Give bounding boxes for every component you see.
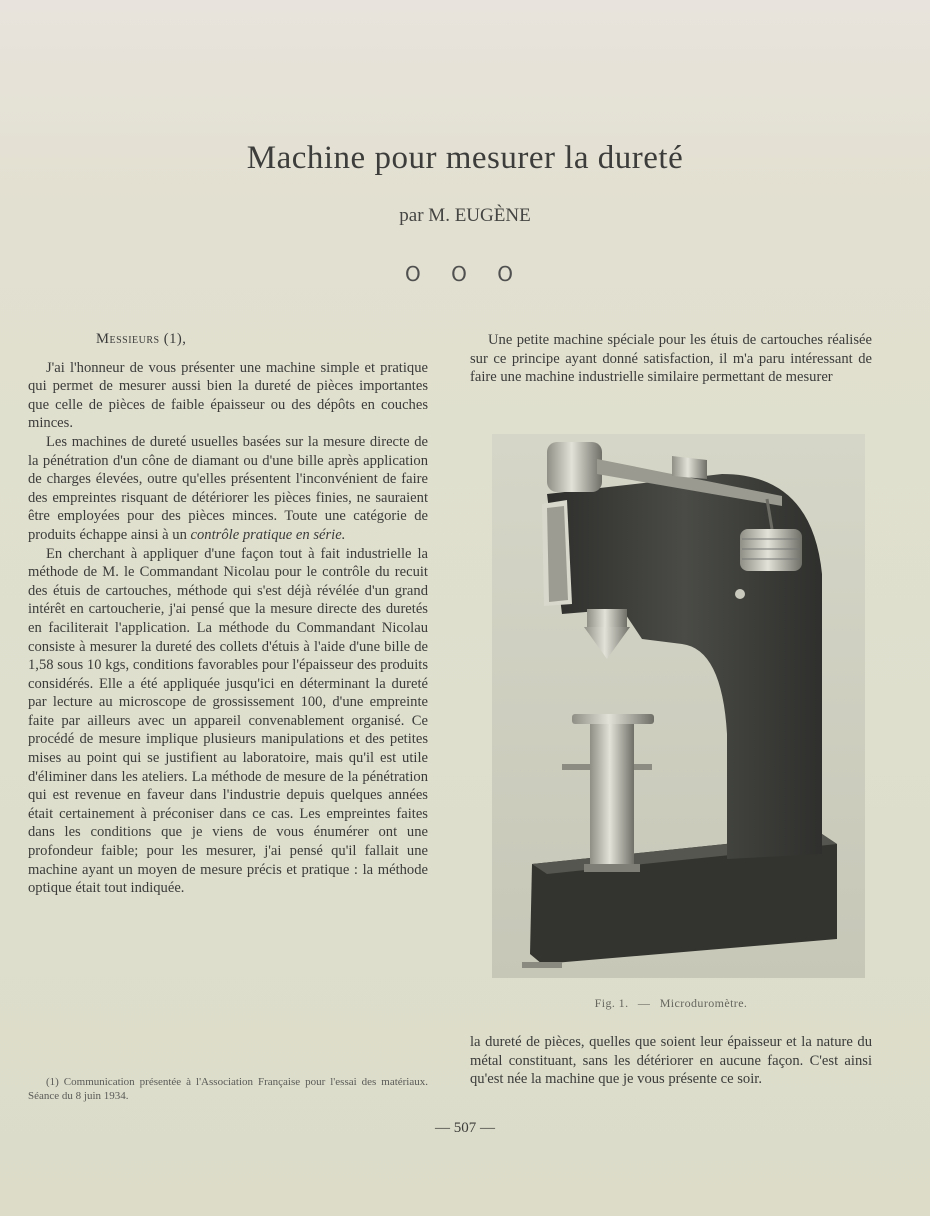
- paragraph-2-text: Les machines de dureté usuelles basées sur la mesure directe de la pénétration d'un cône de diamant ou d'une bille après application de charges élevées, outre qu'elles présentent l'inconvénient de faire des empreintes risquant de détériorer les pièces finies, ne sauraient être employées pour des pièces minces. Toute une catégorie de produits échappe ainsi à un: [28, 433, 428, 543]
- right-column-bottom: [470, 1033, 872, 1089]
- figure-caption-separator: —: [637, 996, 651, 1010]
- italic-phrase: contrôle pratique en série.: [190, 526, 346, 543]
- section-ornament: O O O: [405, 262, 525, 286]
- paragraph-right-2: la dureté de pièces, quelles que soient leur épaisseur et la nature du métal constituant, sans les détériorer en aucune façon. C'est ainsi qu'est née la machine que je vous présente ce soir.: [470, 1034, 872, 1088]
- article-title: Machine pour mesurer la dureté: [246, 140, 684, 176]
- salutation: Messieurs (1),: [96, 331, 187, 347]
- figure-label: Fig. 1.: [594, 996, 629, 1010]
- paragraph-1: J'ai l'honneur de vous présenter une machine simple et pratique qui permet de mesurer aussi bien la dureté de pièces importantes que celle de pièces de faible épaisseur ou des dépôts en couches minces.: [28, 359, 428, 432]
- footnote: (1) Communication présentée à l'Association Française pour l'essai des matériaux. Séance du 8 juin 1934.: [28, 1076, 428, 1102]
- right-column-top: [470, 331, 872, 387]
- figure-caption: [470, 996, 872, 1011]
- microdurometer-illustration: [492, 434, 865, 978]
- paragraph-right-1: Une petite machine spéciale pour les étuis de cartouches réalisée sur ce principe ayant donné satisfaction, il m'a paru intéressant de faire une machine industrielle similaire permettant de mesurer: [470, 332, 872, 386]
- paragraph-3: En cherchant à appliquer d'une façon tout à fait industrielle la méthode de M. le Commandant Nicolau pour le contrôle du recuit des étuis de cartouches, méthode qui s'est déjà révélée d'un grand intérêt en cartoucherie, j'ai pensé que la mesure directe des duretés en faciliterait l'application. La méthode du Commandant Nicolau consiste à mesurer la dureté des collets d'étuis à l'aide d'une bille de 1,58 sous 10 kgs, conditions favorables pour l'épaisseur des produits considérés. Elle a été appliquée jusqu'ici en déterminant la dureté par lecture au microscope de grossissement 100, d'une empreinte faite par ailleurs avec un appareil convenablement organisé. Ce procédé de mesure implique plusieurs manipulations et des petites mises au point qui se justifient au laboratoire, mais qu'il est utile d'éliminer dans les ateliers. La méthode de mesure de la pénétration qui est revenue en faveur dans l'industrie depuis quelques années était certainement à préconiser dans ce cas. Les empreintes faites dans les conditions que je viens de vous énumérer ont une profondeur faible; pour les mesurer, j'ai pensé qu'il fallait une machine ayant un moyen de mesure précis et pratique : la méthode optique était tout indiquée.: [28, 545, 428, 897]
- author-byline: par M. EUGÈNE: [399, 205, 531, 226]
- paragraph-2: [28, 433, 428, 545]
- figure-photo: [492, 434, 865, 978]
- page-number: — 507 —: [435, 1120, 495, 1136]
- figure-caption-text: Microduromètre.: [659, 996, 748, 1010]
- left-column: [28, 330, 428, 898]
